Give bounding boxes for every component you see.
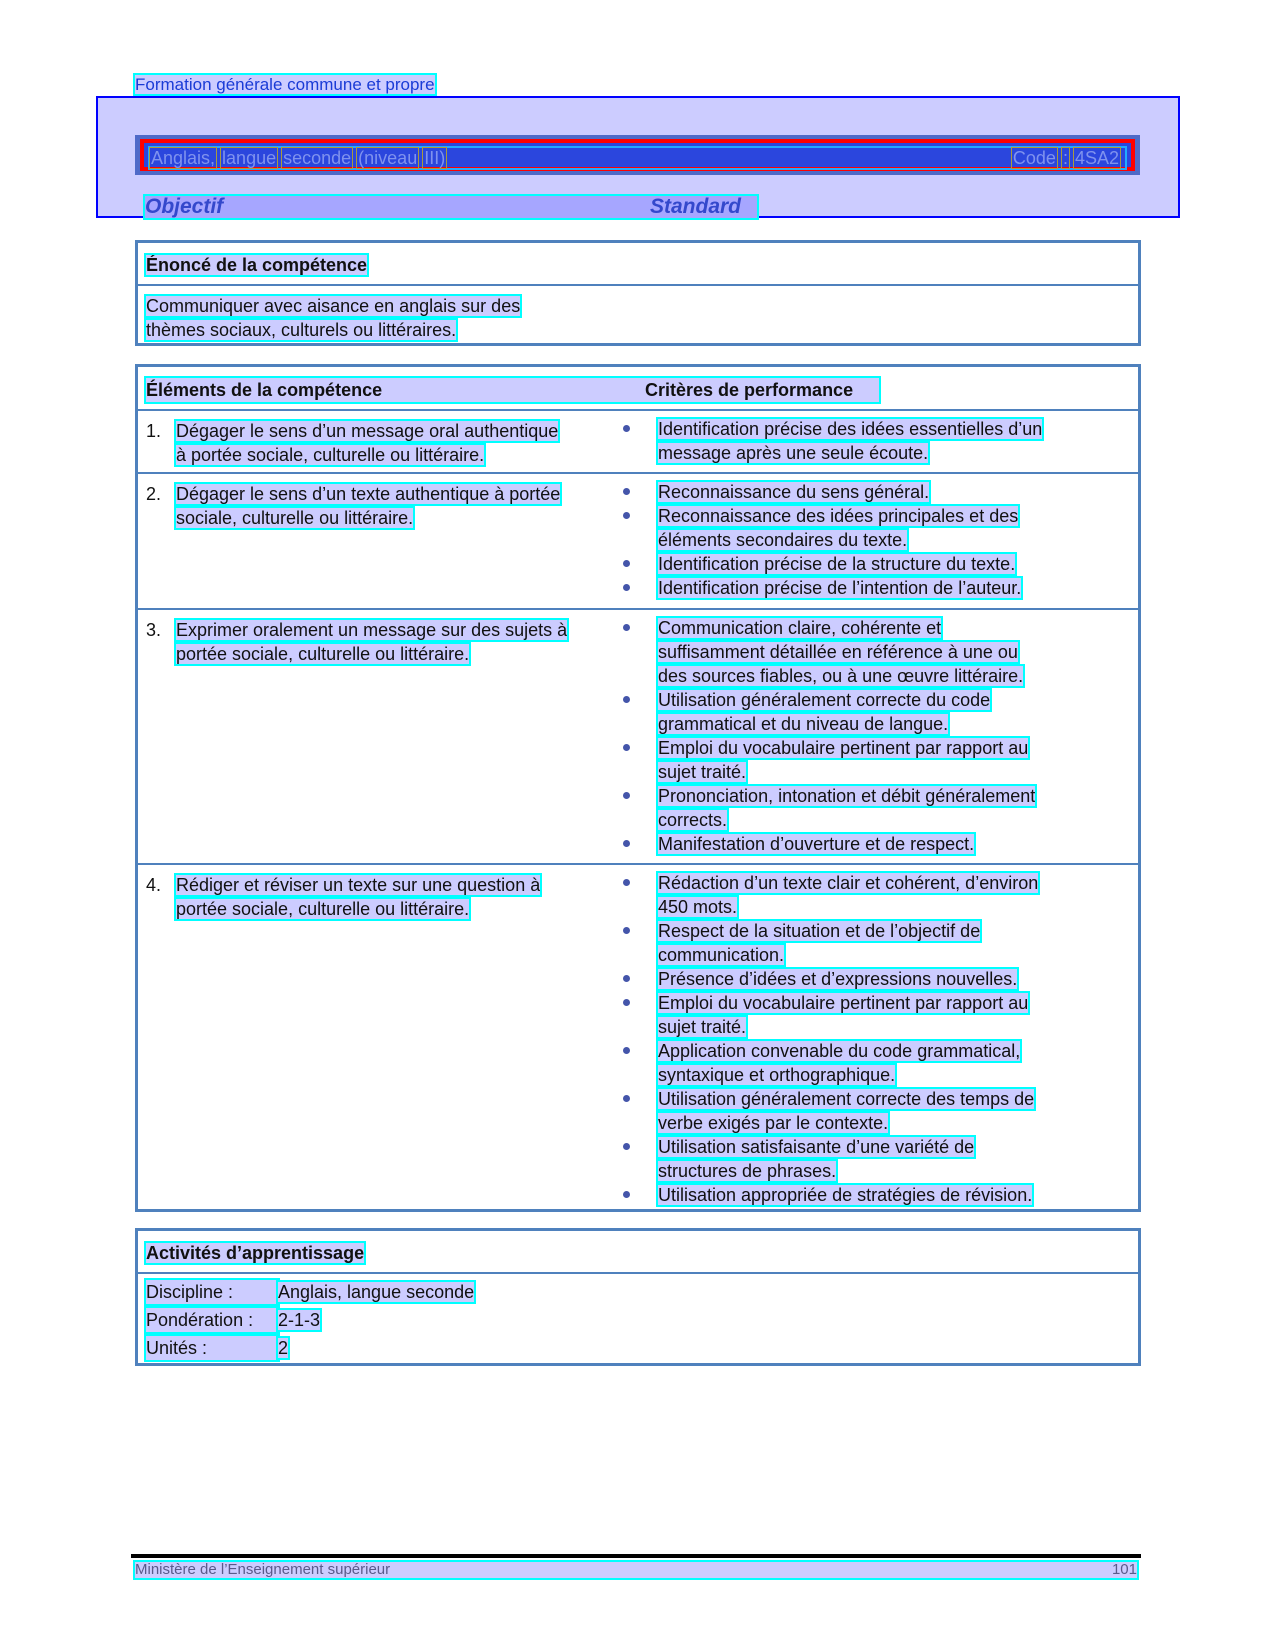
criterion-line: Identification précise des idées essentielles d’un [658,419,1043,439]
standard-label: Standard [650,195,742,218]
field-label: Pondération : [146,1308,278,1332]
element-description [146,419,626,467]
page-number: 101 [1111,1561,1137,1578]
criterion-item [623,871,1133,919]
criterion-line: Application convenable du code grammatical, [658,1041,1021,1061]
bullet-icon [623,696,630,703]
element-number: 3. [146,620,162,640]
criterion-line: Utilisation généralement correcte du code [658,690,991,710]
criterion-line: Manifestation d’ouverture et de respect. [658,834,975,854]
element-row [138,865,1138,1221]
criterion-item [623,480,1133,504]
element-description [146,482,626,530]
element-line: portée sociale, culturelle ou littéraire. [176,899,470,919]
criterion-line: Présence d’idées et d’expressions nouvelles. [658,969,1018,989]
criterion-line: sujet traité. [658,1017,747,1037]
col-right-header: Critères de performance [645,380,854,400]
criterion-line: Utilisation appropriée de stratégies de révision. [658,1185,1033,1205]
criterion-line: Reconnaissance du sens général. [658,482,930,502]
criterion-item [623,417,1133,465]
bullet-icon [623,1047,630,1054]
criterion-line: Reconnaissance des idées principales et des [658,506,1019,526]
element-number: 2. [146,484,162,504]
bullet-icon [623,560,630,567]
criterion-item [623,504,1133,552]
criterion-line: syntaxique et orthographique. [658,1065,896,1085]
criterion-line: 450 mots. [658,897,738,917]
title-word: (niveau [358,147,418,168]
objective-row [145,196,757,218]
element-description [146,873,626,921]
criterion-line: structures de phrases. [658,1161,837,1181]
enonce-line: thèmes sociaux, culturels ou littéraires. [146,320,457,340]
bullet-icon [623,584,630,591]
criterion-line: communication. [658,945,785,965]
element-line: Dégager le sens d’un texte authentique à portée [176,484,561,504]
criterion-item [623,576,1133,600]
objectif-label: Objectif [145,195,224,218]
unites-value: 2 [278,1338,289,1358]
criterion-item [623,616,1133,688]
elements-box [135,364,1141,1212]
activites-box [135,1228,1141,1366]
criterion-line: verbe exigés par le contexte. [658,1113,889,1133]
element-line: à portée sociale, culturelle ou littéraire. [176,445,485,465]
criterion-line: des sources fiables, ou à une œuvre littéraire. [658,666,1024,686]
title-word: seconde [283,147,352,168]
elements-header-row [138,367,1138,411]
bullet-icon [623,879,630,886]
bullet-icon [623,792,630,799]
element-description [146,618,626,666]
field-label: Unités : [146,1336,278,1360]
code-word: Code [1012,147,1056,168]
criterion-item [623,1039,1133,1087]
criterion-line: Emploi du vocabulaire pertinent par rapport au [658,993,1029,1013]
bullet-icon [623,1095,630,1102]
bullet-icon [623,1191,630,1198]
criterion-line: Prononciation, intonation et débit généralement [658,786,1036,806]
bullet-icon [623,512,630,519]
code-word: : [1062,147,1068,168]
criterion-line: éléments secondaires du texte. [658,530,908,550]
element-number: 1. [146,421,162,441]
bullet-icon [623,488,630,495]
element-number: 4. [146,875,162,895]
element-row [138,474,1138,610]
col-left-header: Éléments de la compétence [146,380,383,400]
enonce-title: Énoncé de la compétence [146,255,368,275]
criterion-line: corrects. [658,810,728,830]
element-line: portée sociale, culturelle ou littéraire. [176,644,470,664]
criterion-item [623,919,1133,967]
criterion-line: grammatical et du niveau de langue. [658,714,949,734]
criterion-item [623,1087,1133,1135]
criterion-item [623,552,1133,576]
bullet-icon [623,927,630,934]
activites-title: Activités d’apprentissage [146,1243,365,1263]
criterion-line: Utilisation satisfaisante d’une variété de [658,1137,975,1157]
criteria-list [623,417,1133,465]
criterion-line: suffisamment détaillée en référence à une ou [658,642,1018,662]
enonce-line: Communiquer avec aisance en anglais sur des [146,296,521,316]
enonce-box [135,240,1141,346]
criterion-item [623,784,1133,832]
criterion-line: Rédaction d’un texte clair et cohérent, d’environ [658,873,1039,893]
criterion-line: Communication claire, cohérente et [658,618,942,638]
title-word: langue [222,147,277,168]
footer-rule [131,1554,1141,1558]
course-title [150,148,451,169]
criterion-item [623,1135,1133,1183]
bullet-icon [623,975,630,982]
ponderation-value: 2-1-3 [278,1310,321,1330]
criteria-list [623,871,1133,1207]
criterion-line: message après une seule écoute. [658,443,929,463]
element-line: Exprimer oralement un message sur des sujets à [176,620,568,640]
element-row [138,610,1138,865]
footer [135,1562,1137,1578]
bullet-icon [623,1143,630,1150]
criterion-item [623,688,1133,736]
criterion-line: sujet traité. [658,762,747,782]
bullet-icon [623,425,630,432]
field-label: Discipline : [146,1280,278,1304]
section-label: Formation générale commune et propre [135,75,435,94]
criterion-line: Identification précise de la structure du texte. [658,554,1016,574]
criterion-item [623,1183,1133,1207]
footer-ministry: Ministère de l’Enseignement supérieur [135,1561,391,1578]
bullet-icon [623,624,630,631]
course-title-bar [135,135,1140,175]
title-word: III) [424,147,446,168]
criteria-list [623,480,1133,600]
criterion-item [623,832,1133,856]
element-line: Rédiger et réviser un texte sur une question à [176,875,541,895]
criterion-line: Utilisation généralement correcte des temps de [658,1089,1035,1109]
criteria-list [623,616,1133,856]
criterion-line: Emploi du vocabulaire pertinent par rapport au [658,738,1029,758]
element-line: Dégager le sens d’un message oral authentique [176,421,559,441]
course-code [1012,148,1125,169]
criterion-line: Identification précise de l’intention de l’auteur. [658,578,1022,598]
criterion-item [623,967,1133,991]
bullet-icon [623,744,630,751]
bullet-icon [623,840,630,847]
criterion-item [623,991,1133,1039]
element-line: sociale, culturelle ou littéraire. [176,508,414,528]
criterion-line: Respect de la situation et de l’objectif de [658,921,981,941]
code-word: 4SA2 [1074,147,1119,168]
criterion-item [623,736,1133,784]
title-word: Anglais, [151,147,216,168]
element-row [138,411,1138,474]
discipline-value: Anglais, langue seconde [278,1282,475,1302]
bullet-icon [623,999,630,1006]
